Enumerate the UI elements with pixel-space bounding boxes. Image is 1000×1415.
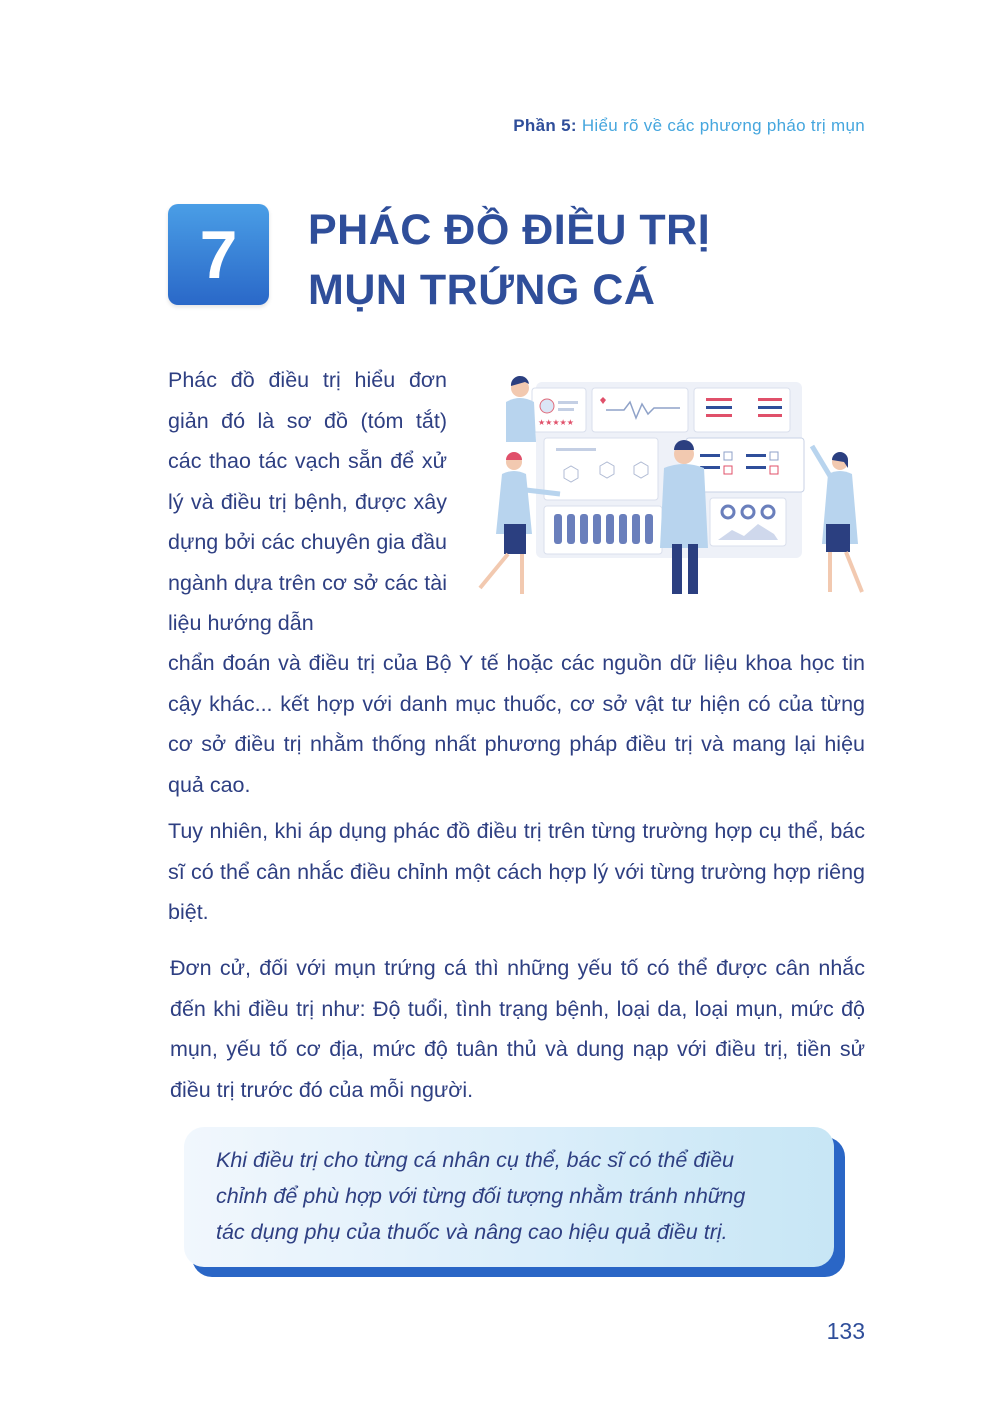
header-part-label: Phần 5: (513, 116, 577, 135)
paragraph-1-wrapped: Phác đồ điều trị hiểu đơn giản đó là sơ đồ (tóm tắt) các thao tác vạch sẵn để xử lý và điều trị bệnh, được xây dựng bởi các chuyên gia đầu ngành dựa trên cơ sở các tài liệu hướng dẫn (168, 368, 447, 635)
running-header (513, 116, 865, 136)
section-title-line-1: PHÁC ĐỒ ĐIỀU TRỊ (308, 206, 711, 254)
callout-line-3: tác dụng phụ của thuốc và nâng cao hiệu quả điều trị. (216, 1220, 728, 1244)
header-part-title: Hiểu rõ về các phương pháo trị mụn (581, 116, 865, 135)
section-title-line-2: MỤN TRỨNG CÁ (308, 266, 656, 314)
callout-line-1: Khi điều trị cho từng cá nhân cụ thể, bác sĩ có thể điều (216, 1148, 735, 1172)
section-title (308, 200, 710, 320)
page-number: 133 (826, 1318, 865, 1344)
paragraph-2: Tuy nhiên, khi áp dụng phác đồ điều trị trên từng trường hợp cụ thể, bác sĩ có thể cân nhắc điều chỉnh một cách hợp lý với từng trường hợp riêng biệt. (168, 819, 865, 924)
doctors-dashboard-illustration (474, 374, 866, 600)
paragraph-3: Đơn cử, đối với mụn trứng cá thì những yếu tố có thể được cân nhắc đến khi điều trị như: Độ tuổi, tình trạng bệnh, loại da, loại mụn, mức độ mụn, yếu tố cơ địa, mức độ tuân thủ và dung nạp với điều trị, tiền sử điều trị trước đó của mỗi người. (170, 956, 865, 1102)
callout-line-2: chỉnh để phù hợp với từng đối tượng nhằm tránh những (216, 1184, 746, 1208)
svg-text:★★★★★: ★★★★★ (538, 418, 574, 427)
section-number-badge: 7 (168, 204, 269, 305)
callout-text (216, 1142, 816, 1250)
paragraph-1-continued: chẩn đoán và điều trị của Bộ Y tế hoặc các nguồn dữ liệu khoa học tin cậy khác... kết hợp với danh mục thuốc, cơ sở vật tư hiện có của từng cơ sở điều trị nhằm thống nhất phương pháp điều trị và mang lại hiệu quả cao. (168, 651, 865, 797)
